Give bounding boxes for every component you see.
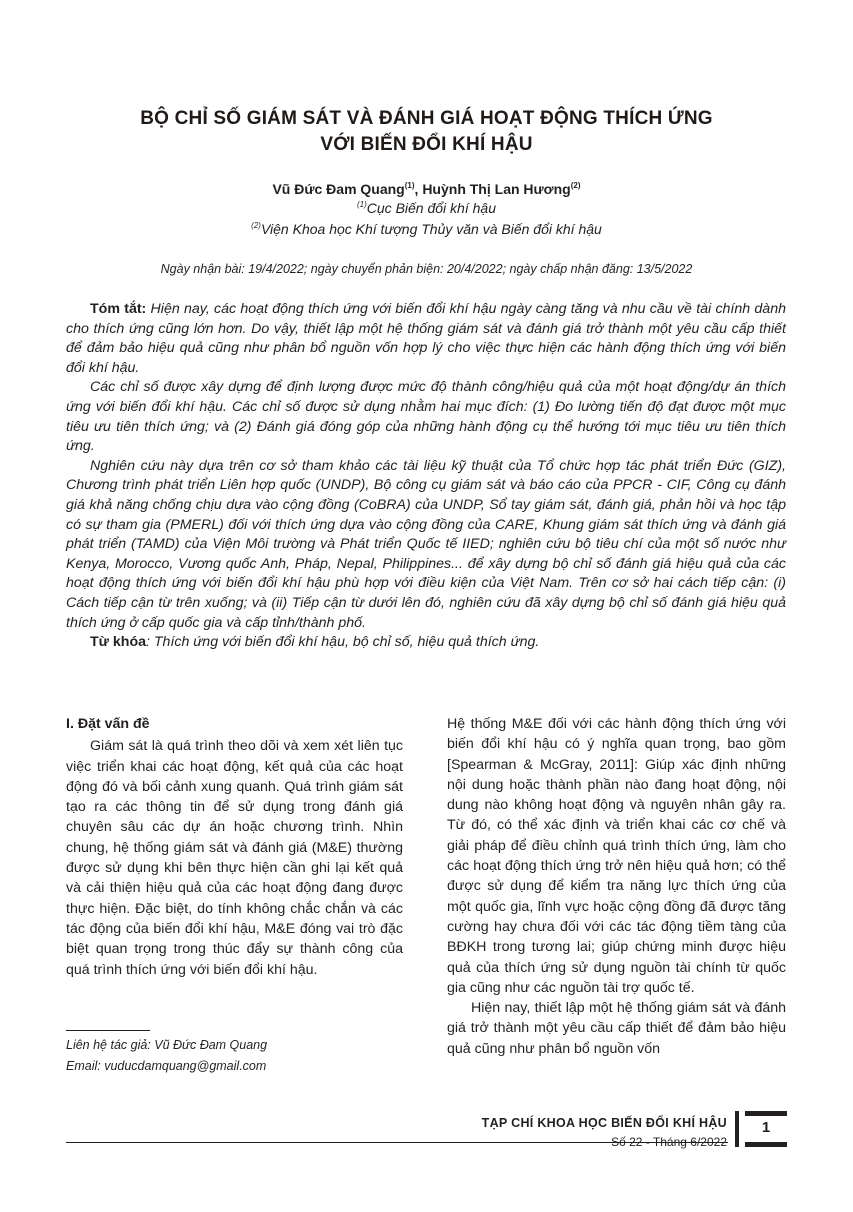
title-line-1: BỘ CHỈ SỐ GIÁM SÁT VÀ ĐÁNH GIÁ HOẠT ĐỘNG THÍCH ỨNG (140, 108, 713, 129)
submission-dates: Ngày nhận bài: 19/4/2022; ngày chuyển phản biện: 20/4/2022; ngày chấp nhận đăng: 13/5/2022 (160, 262, 693, 276)
footer-vertical-bar (735, 1111, 739, 1147)
journal-name: TẠP CHÍ KHOA HỌC BIẾN ĐỔI KHÍ HẬU (481, 1116, 727, 1130)
keywords (66, 633, 786, 653)
author-separator: , (414, 181, 423, 197)
abstract-paragraph: Các chỉ số được xây dựng để định lượng được mức độ thành công/hiệu quả của một hoạt động/dự án thích ứng với biến đổi khí hậu. Các chỉ số được sử dụng nhằm hai mục đích: (1) Đo lường tiến độ đạt được một mục tiêu ưu tiên thích ứng; và (2) Đánh giá đóng góp của những hành động cụ thể hướng tới mục tiêu ưu tiên thích ứng. (66, 379, 786, 455)
abstract-paragraph (66, 300, 786, 378)
abstract-label: Tóm tắt: (90, 301, 147, 317)
paper-title (60, 106, 793, 158)
body-paragraph: Hiện nay, thiết lập một hệ thống giám sát và đánh giá trở thành một yêu cầu cấp thiết để đảm bảo hiệu quả cũng như phân bổ nguồn vốn (447, 1000, 786, 1057)
keywords-text: : Thích ứng với biến đổi khí hậu, bộ chỉ số, hiệu quả thích ứng. (146, 634, 540, 651)
affiliation-mark: (2) (251, 221, 261, 230)
author-affiliation-mark: (2) (570, 181, 581, 190)
author-name: Vũ Đức Đam Quang (272, 181, 405, 197)
page-number: 1 (761, 1119, 771, 1136)
author-name: Huỳnh Thị Lan Hương (422, 181, 571, 197)
author-affiliation-mark: (1) (404, 181, 415, 190)
journal-issue: Số 22 - Tháng 6/2022 (611, 1135, 727, 1149)
abstract-paragraph: Nghiên cứu này dựa trên cơ sở tham khảo các tài liệu kỹ thuật của Tổ chức hợp tác phát triển Đức (GIZ), Chương trình phát triển Liên hợp quốc (UNDP), Bộ công cụ giám sát và báo cáo của PPCR - CIF, Công cụ đánh giá khả năng chống chịu dựa vào cộng đồng (CoBRA) của UNDP, Sổ tay giám sát, đánh giá, phản hồi và học tập có sự tham gia (PMERL) đối với thích ứng dựa vào cộng đồng của CARE, Khung giám sát thích ứng và đánh giá phát triển (TAMD) của Viện Môi trường và Phát triển Quốc tế IIED; nghiên cứu bộ tiêu chí của một số nước như Kenya, Morocco, Vương quốc Anh, Pháp, Nepal, Philippines... để xây dựng bộ chỉ số đánh giá hiệu quả của các hoạt động thích ứng với biến đổi khí hậu phù hợp với điều kiện của Việt Nam. Trên cơ sở hai cách tiếp cận: (i) Cách tiếp cận từ trên xuống; và (ii) Tiếp cận từ dưới lên đó, nghiên cứu đã xây dựng bộ chỉ số đánh giá hiệu quả thích ứng ở cấp quốc gia và cấp tỉnh/thành phố. (66, 457, 786, 631)
footnote-email: Email: vuducdamquang@gmail.com (66, 1059, 267, 1073)
footnote-contact: Liên hệ tác giả: Vũ Đức Đam Quang (66, 1038, 268, 1052)
footnote-divider (66, 1030, 150, 1031)
abstract-text: Hiện nay, các hoạt động thích ứng với biến đổi khí hậu ngày càng tăng và nhu cầu về tài chính dành cho thích ứng cũng lớn hơn. Do vậy, thiết lập một hệ thống giám sát và đánh giá trở thành một yêu cầu cấp thiết để đảm bảo hiệu quả cũng như phân bổ nguồn vốn hợp lý cho việc thực hiện các hành động thích ứng với biến đổi khí hậu. (66, 301, 786, 376)
abstract (66, 300, 786, 653)
affiliation-text: Cục Biến đổi khí hậu (366, 200, 496, 216)
left-column (66, 714, 403, 980)
body-paragraph: Hệ thống M&E đối với các hành động thích ứng với biến đổi khí hậu có ý nghĩa quan trọng, bao gồm [Spearman & McGray, 2011]: Giúp xác định những nội dung hoặc thành phần nào đang hoạt động, nội dung nào không hoạt động và nguyên nhân gây ra. Từ đó, có thể xác định và triển khai các cơ chế và giải pháp để điều chỉnh quá trình thích ứng, làm cho các hoạt động thích ứng trở nên hiệu quả hơn; có thể được sử dụng để kiểm tra năng lực thích ứng của một quốc gia, lĩnh vực hoặc cộng đồng đã được tăng cường hay chưa đối với các tác động tiềm tàng của BĐKH trong tương lai; giúp chứng minh được hiệu quả của thích ứng sử dụng nguồn tài chính từ quốc gia cũng như các nguồn tài trợ quốc tế. (447, 716, 786, 996)
page-number-bottom-bar (745, 1142, 787, 1147)
title-line-2: VỚI BIẾN ĐỔI KHÍ HẬU (320, 134, 533, 155)
author-list (60, 180, 793, 198)
affiliation-text: Viện Khoa học Khí tượng Thủy văn và Biến đổi khí hậu (260, 221, 602, 237)
affiliation-1 (60, 199, 793, 217)
right-column (447, 714, 786, 1059)
affiliation-mark: (1) (357, 200, 367, 209)
body-paragraph: Giám sát là quá trình theo dõi và xem xét liên tục việc triển khai các hoạt động, kết quả của các hoạt động đó và bối cảnh xung quanh. Quá trình giám sát tạo ra các thông tin để sử dụng trong đánh giá chuyên sâu các dự án hoặc chương trình. Nhìn chung, hệ thống giám sát và đánh giá (M&E) thường được sử dụng khi bên thực hiện cần ghi lại kết quả và cải thiện hiệu quả của các hoạt động đang được thực hiện. Đặc biệt, do tính không chắc chắn và các tác động của biến đổi khí hậu, M&E đóng vai trò đặc biệt quan trọng trong thúc đẩy sự thành công của quá trình thích ứng với biến đổi khí hậu. (66, 738, 403, 978)
keywords-label: Từ khóa (90, 634, 146, 651)
affiliation-2 (60, 220, 793, 238)
page-number-top-bar (745, 1111, 787, 1116)
section-heading: I. Đặt vấn đề (66, 716, 150, 732)
